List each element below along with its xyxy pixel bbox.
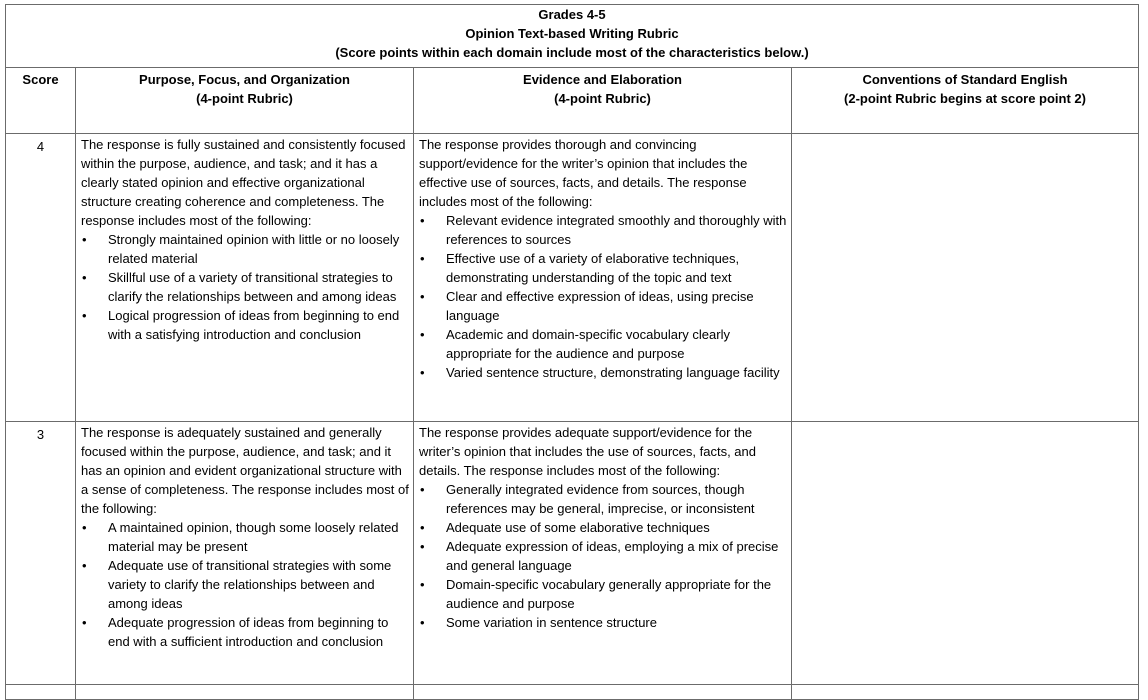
list-item: • Adequate use of some elaborative techniques: [419, 518, 787, 537]
grade-level: Grades 4-5: [538, 7, 606, 22]
list-item: • Varied sentence structure, demonstrating language facility: [419, 363, 787, 382]
evidence-bullet-list: [419, 211, 787, 382]
list-item: • Domain-specific vocabulary generally appropriate for the audience and purpose: [419, 575, 787, 613]
evidence-cell: [414, 422, 792, 685]
title-row: [6, 5, 1139, 68]
empty-cell: [6, 685, 76, 700]
list-item: • Adequate expression of ideas, employing a mix of precise and general language: [419, 537, 787, 575]
purpose-intro: The response is fully sustained and consistently focused within the purpose, audience, and task; and it has a clearly stated opinion and effective organizational structure creating coherence and completeness. The response includes most of the following:: [81, 137, 406, 228]
list-item: • A maintained opinion, though some loosely related material may be present: [81, 518, 409, 556]
evidence-intro: The response provides thorough and convincing support/evidence for the writer’s opinion that includes the effective use of sources, facts, and details. The response includes most of the following:: [419, 137, 748, 209]
conventions-cell: [792, 422, 1139, 685]
rubric-subtitle: (Score points within each domain include most of the characteristics below.): [335, 45, 809, 60]
next-row-partial: [6, 685, 1139, 700]
column-header-purpose: Purpose, Focus, and Organization (4-point Rubric): [76, 68, 414, 134]
list-item: • Skillful use of a variety of transitional strategies to clarify the relationships between and among ideas: [81, 268, 409, 306]
purpose-intro: The response is adequately sustained and generally focused within the purpose, audience, and task; and it has an opinion and evident organizational structure with a sense of completeness. The response includes most of the following:: [81, 425, 409, 516]
purpose-cell: [76, 134, 414, 422]
rubric-title: Opinion Text-based Writing Rubric: [465, 26, 679, 41]
list-item: • Clear and effective expression of ideas, using precise language: [419, 287, 787, 325]
list-item: • Logical progression of ideas from beginning to end with a satisfying introduction and conclusion: [81, 306, 409, 344]
evidence-cell: [414, 134, 792, 422]
column-header-row: [6, 68, 1139, 134]
rubric-table: [5, 4, 1139, 700]
list-item: • Strongly maintained opinion with little or no loosely related material: [81, 230, 409, 268]
evidence-intro: The response provides adequate support/evidence for the writer’s opinion that includes the use of sources, facts, and details. The response includes most of the following:: [419, 425, 756, 478]
list-item: • Relevant evidence integrated smoothly and thoroughly with references to sources: [419, 211, 787, 249]
list-item: • Adequate progression of ideas from beginning to end with a sufficient introduction and conclusion: [81, 613, 409, 651]
column-header-score: Score: [6, 68, 76, 134]
list-item: • Generally integrated evidence from sources, though references may be general, imprecise, or inconsistent: [419, 480, 787, 518]
score-row-4: [6, 134, 1139, 422]
conventions-cell: [792, 134, 1139, 422]
purpose-cell: [76, 422, 414, 685]
list-item: • Adequate use of transitional strategies with some variety to clarify the relationships between and among ideas: [81, 556, 409, 613]
column-header-evidence: Evidence and Elaboration (4-point Rubric): [414, 68, 792, 134]
score-row-3: [6, 422, 1139, 685]
purpose-bullet-list: [81, 518, 409, 651]
score-value: 4: [6, 134, 76, 422]
column-header-conventions: Conventions of Standard English (2-point Rubric begins at score point 2): [792, 68, 1139, 134]
list-item: • Some variation in sentence structure: [419, 613, 787, 632]
purpose-bullet-list: [81, 230, 409, 344]
list-item: • Academic and domain-specific vocabulary clearly appropriate for the audience and purpose: [419, 325, 787, 363]
score-value: 3: [6, 422, 76, 685]
list-item: • Effective use of a variety of elaborative techniques, demonstrating understanding of the topic and text: [419, 249, 787, 287]
empty-cell: [76, 685, 414, 700]
rubric-header: [6, 5, 1139, 68]
evidence-bullet-list: [419, 480, 787, 632]
empty-cell: [414, 685, 792, 700]
empty-cell: [792, 685, 1139, 700]
